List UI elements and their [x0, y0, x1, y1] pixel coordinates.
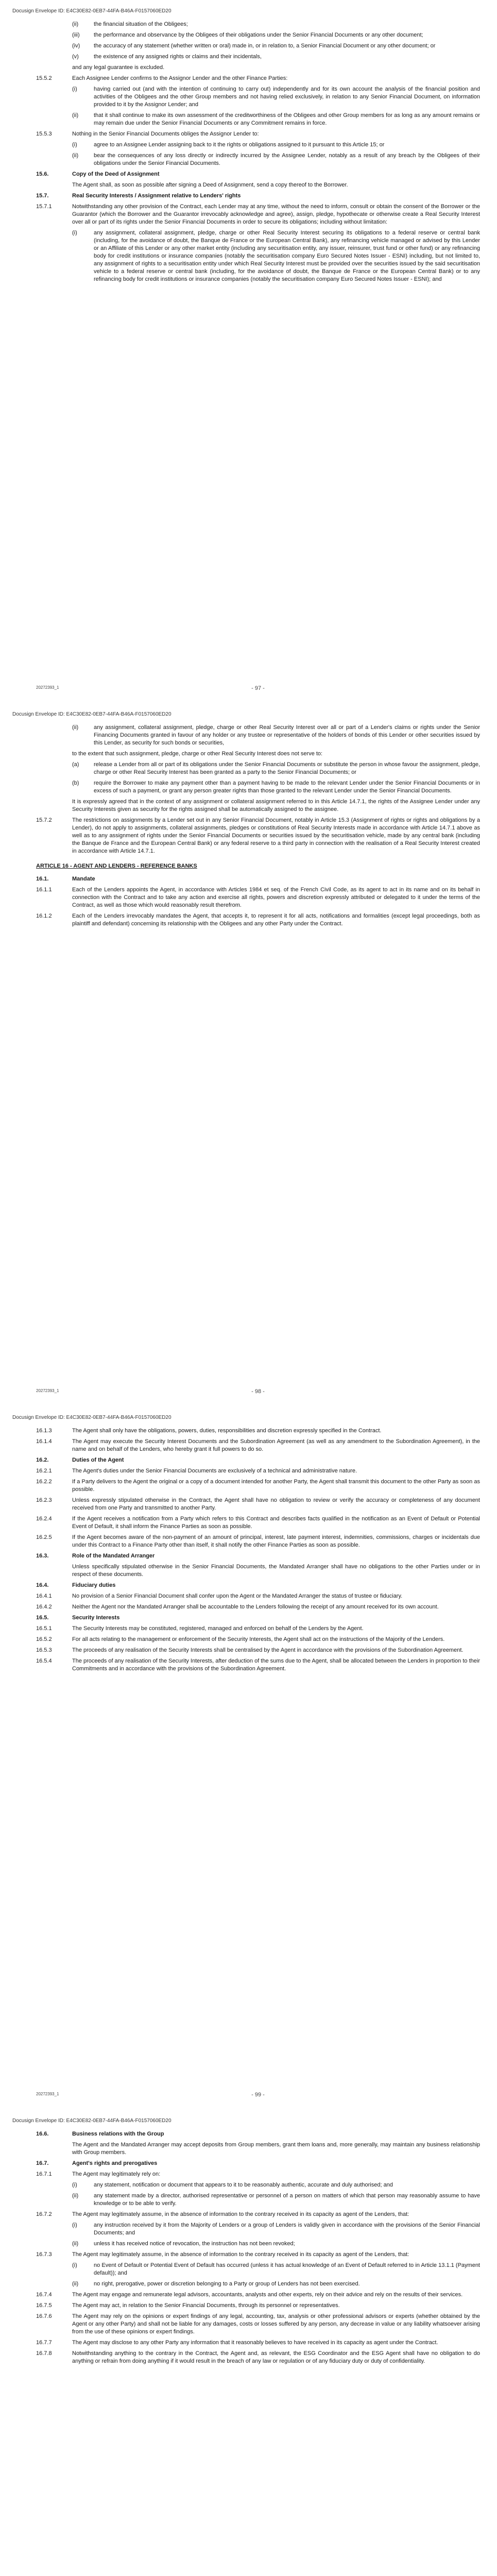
clause-text: the accuracy of any statement (whether written or oral) made in, or in relation to, a Senior Financial Document or any other document; or — [94, 43, 436, 49]
clause-number: 16.2. — [36, 1457, 49, 1463]
paragraph-text: The Agent and the Mandated Arranger may accept deposits from Group members, grant them loans and, more generally, may maintain any business relationship with Group members. — [72, 2142, 480, 2156]
clause-text: any statement made by a director, authorised representative or personnel of a person on matters of which that person may reasonably assume to have knowledge or to be able to verify. — [94, 2193, 480, 2207]
doc-reference: 20272393_1 — [36, 2092, 59, 2096]
list-item — [72, 2222, 480, 2237]
clause-text: Notwithstanding any other provision of the Contract, each Lender may at any time, without the need to inform, consult or obtain the consent of the Borrower or the Guarantor (which the Borrower and the Guarantor irrevocably acknowledge and agree), assign, pledge, hypothecate or otherwise create a Real Security Interest over all or part of its rights under the Senior Financial Documents in order to secure its obligations; including without limitation: — [72, 204, 480, 225]
clause-text: unless it has received notice of revocation, the instruction has not been revoked; — [94, 2241, 295, 2247]
section-heading — [36, 1552, 480, 1560]
envelope-id: Docusign Envelope ID: E4C30E82-0EB7-44FA-B46A-F0157060ED20 — [12, 2118, 172, 2124]
section-title: Copy of the Deed of Assignment — [72, 171, 160, 177]
clause — [36, 1427, 480, 1435]
section-title: Mandate — [72, 876, 95, 882]
clause-number: 16.7.5 — [36, 2302, 52, 2309]
clause — [36, 817, 480, 855]
clause — [36, 1497, 480, 1512]
list-marker: (ii) — [72, 2193, 79, 2199]
clause-text: Nothing in the Senior Financial Documents obliges the Assignor Lender to: — [72, 131, 259, 137]
clause-text: Neither the Agent nor the Mandated Arranger shall be accountable to the Lenders following the receipt of any amount received for its own account. — [72, 1604, 439, 1610]
list-marker: (ii) — [72, 724, 79, 731]
clause-text: The proceeds of any realisation of the Security Interests, after deduction of the sums due to the Agent, shall be allocated between the Lenders in proportion to their Commitments and in accordance with the provisions of the Subordination Agreement. — [72, 1658, 480, 1672]
clause-number: 15.5.3 — [36, 131, 52, 137]
clause-number: 16.5.2 — [36, 1636, 52, 1642]
paragraph-text: and any legal guarantee is excluded. — [72, 64, 165, 71]
clause-text: no right, prerogative, power or discretion belonging to a Party or group of Lenders has not been exercised. — [94, 2281, 360, 2287]
clause — [36, 1603, 480, 1611]
section-heading — [36, 1582, 480, 1589]
clause-number: 15.7.2 — [36, 817, 52, 823]
clause-text: Notwithstanding anything to the contrary in the Contract, the Agent and, as relevant, the ESG Coordinator and the ESG Agent shall have no obligation to do anything or refrain from doing anything if it would result in the breach of any law or regulation or of any fiduciary duty or duty of confidentiality. — [72, 2350, 480, 2364]
clause-number: 16.2.4 — [36, 1516, 52, 1522]
clause-text: The proceeds of any realisation of the Security Interests shall be centralised by the Agent in accordance with the provisions of the Subordination Agreement. — [72, 1647, 464, 1653]
page-separator — [0, 2106, 497, 2110]
section-heading — [36, 1456, 480, 1464]
paragraph — [72, 2141, 480, 2157]
clause-number: 16.7.3 — [36, 2251, 52, 2258]
list-marker: (i) — [72, 2182, 77, 2188]
list-marker: (i) — [72, 142, 77, 148]
article-heading: ARTICLE 16 - AGENT AND LENDERS - REFERENCE BANKS — [36, 863, 197, 869]
clause-number: 16.7.1 — [36, 2171, 52, 2177]
list-item — [72, 152, 480, 167]
list-marker: (i) — [72, 2262, 77, 2268]
clause-number: 16.4.1 — [36, 1593, 52, 1599]
clause-text: Each Assignee Lender confirms to the Assignor Lender and the other Finance Parties: — [72, 75, 288, 81]
paragraph-text: Unless specifically stipulated otherwise in the Senior Financial Documents, the Mandated Arranger shall have no obligations to the other Parties under or in respect of these documents. — [72, 1564, 480, 1578]
clause-text: The Agent may legitimately assume, in the absence of information to the contrary received in its capacity as agent of the Lenders, that: — [72, 2211, 409, 2217]
clause-text: The restrictions on assignments by a Lender set out in any Senior Financial Document, notably in Article 15.3 (Assignment of rights or rights and obligations by a Lender), do not apply to assignments, collateral assignments, pledges or constitutions of Real Security Interests made in accordance with Article 14.7.1 above as well as to any assignment of rights under the Senior Financial Documents or securities issued by the securitisation vehicle, made by any central bank (including the Banque de France and the European Central Bank) or any federal reserve to a third party in connection with the realisation of a Real Security Interest created in accordance with Article 14.7.1. — [72, 817, 480, 854]
clause-text: having carried out (and with the intention of continuing to carry out) independently and for its own account the analysis of the financial position and activities of the Obligees and the other Group members and not having relied exclusively, in relation to any Senior Financial Document, on information provided to it by the Assignor Lender; and — [94, 86, 480, 108]
clause-text: The Agent may rely on the opinions or expert findings of any legal, accounting, tax, analysis or other professional advisors or experts (whether obtained by the Agent or any other Party) and shall not be liable for any damages, costs or losses suffered by any person, any decrease in value or any liability whatsoever arising from the use of these opinions or expert findings. — [72, 2313, 480, 2335]
clause-number: 16.7.2 — [36, 2211, 52, 2217]
list-item — [72, 31, 480, 39]
clause — [36, 2302, 480, 2310]
clause — [36, 75, 480, 82]
document-page — [0, 0, 497, 700]
clause-number: 16.1.3 — [36, 1428, 52, 1434]
clause-text: release a Lender from all or part of its obligations under the Senior Financial Documents or substitute the person in whose favour the assignment, pledge, charge or other Real Security Interest has been granted as a party to the Senior Financial Documents; or — [94, 761, 480, 775]
section-title: Duties of the Agent — [72, 1457, 124, 1463]
section-heading — [36, 875, 480, 883]
section-title: Business relations with the Group — [72, 2131, 164, 2137]
clause — [36, 2171, 480, 2178]
list-item — [72, 724, 480, 747]
list-item — [72, 112, 480, 127]
clause — [36, 1625, 480, 1633]
list-item — [72, 2181, 480, 2189]
section-title: Fiduciary duties — [72, 1582, 116, 1588]
section-heading — [36, 171, 480, 178]
list-marker: (iv) — [72, 43, 80, 49]
clause-text: The Security Interests may be constituted, registered, managed and enforced on behalf of the Lenders by the Agent. — [72, 1625, 364, 1632]
page-number: - 98 - — [251, 1388, 265, 1395]
envelope-id: Docusign Envelope ID: E4C30E82-0EB7-44FA-B46A-F0157060ED20 — [12, 711, 172, 717]
clause-text: any instruction received by it from the Majority of Lenders or a group of Lenders is validly given in accordance with the provisions of the Senior Financial Documents; and — [94, 2222, 480, 2236]
paragraph — [72, 1563, 480, 1579]
clause — [36, 1657, 480, 1673]
clause — [36, 912, 480, 928]
page-number: - 99 - — [251, 2092, 265, 2098]
clause-number: 16.2.1 — [36, 1468, 52, 1474]
clause-number: 16.2.2 — [36, 1479, 52, 1485]
page-separator — [0, 1403, 497, 1406]
page-content — [36, 724, 480, 931]
clause — [36, 1467, 480, 1475]
clause-text: any statement, notification or document that appears to it to be reasonably authentic, accurate and duly authorised; and — [94, 2182, 393, 2188]
clause-text: the existence of any assigned rights or claims and their incidentals, — [94, 54, 262, 60]
clause — [36, 2251, 480, 2259]
clause-text: If a Party delivers to the Agent the original or a copy of a document intended for another Party, the Agent shall transmit this document to the other Party as soon as possible. — [72, 1479, 480, 1493]
document-page — [0, 703, 497, 1403]
clause-number: 15.7. — [36, 193, 49, 199]
clause-text: If the Agent receives a notification from a Party which refers to this Contract and describes facts qualified in the notification as an Event of Default or Potential Event of Default, it shall inform the Finance Parties as soon as possible. — [72, 1516, 480, 1530]
document-page — [0, 2110, 497, 2576]
list-marker: (i) — [72, 86, 77, 92]
list-item — [72, 42, 480, 50]
section-title: Role of the Mandated Arranger — [72, 1553, 155, 1559]
list-marker: (iii) — [72, 32, 80, 38]
clause — [36, 2339, 480, 2347]
document-page — [0, 1406, 497, 2106]
section-title: Real Security Interests / Assignment relative to Lenders' rights — [72, 193, 241, 199]
clause-number: 16.2.5 — [36, 1534, 52, 1540]
clause — [36, 2211, 480, 2218]
envelope-id: Docusign Envelope ID: E4C30E82-0EB7-44FA-B46A-F0157060ED20 — [12, 8, 172, 14]
list-marker: (v) — [72, 54, 79, 60]
clause-number: 16.7.4 — [36, 2292, 52, 2298]
clause-number: 16.1. — [36, 876, 49, 882]
clause-text: If the Agent becomes aware of the non-payment of an amount of principal, interest, late payment interest, indemnities, commissions, charges or incidentals due under this Contract to a Finance Party other than itself, it shall notify the other Finance Parties as soon as possible. — [72, 1534, 480, 1548]
envelope-id: Docusign Envelope ID: E4C30E82-0EB7-44FA-B46A-F0157060ED20 — [12, 1415, 172, 1420]
clause-text: No provision of a Senior Financial Document shall confer upon the Agent or the Mandated Arranger the status of trustee or fiduciary. — [72, 1593, 403, 1599]
list-marker: (a) — [72, 761, 79, 768]
list-marker: (ii) — [72, 152, 79, 159]
clause-number: 16.7. — [36, 2160, 49, 2166]
clause-text: The Agent may disclose to any other Party any information that it reasonably believes to have received in its capacity as agent under the Contract. — [72, 2340, 438, 2346]
list-item — [72, 21, 480, 28]
clause-number: 16.5.3 — [36, 1647, 52, 1653]
clause — [36, 1592, 480, 1600]
page-content — [36, 1427, 480, 1676]
section-heading — [36, 2160, 480, 2167]
clause-text: bear the consequences of any loss directly or indirectly incurred by the Assignee Lender, notably as a result of any breach by the Obligees of their obligations under the Senior Financial Documents. — [94, 152, 480, 166]
list-item — [72, 761, 480, 776]
paragraph — [72, 64, 480, 72]
clause-text: any assignment, collateral assignment, pledge, charge or other Real Security Interest over all or part of a Lender's claims or rights under the Senior Financing Documents granted in favour of any holder or any trustee or representative of the holders of bonds of this Lender or other securities issued by this Lender, as security for such bonds or securities, — [94, 724, 480, 746]
clause-number: 16.1.1 — [36, 887, 52, 893]
list-item — [72, 141, 480, 149]
clause-text: the financial situation of the Obligees; — [94, 21, 188, 27]
clause-number: 15.7.1 — [36, 204, 52, 210]
clause-text: no Event of Default or Potential Event of Default has occurred (unless it has actual knowledge of an Event of Default referred to in Article 13.1.1 (Payment default)); and — [94, 2262, 480, 2276]
clause-number: 16.7.6 — [36, 2313, 52, 2319]
clause — [36, 1636, 480, 1643]
clause — [36, 1438, 480, 1453]
list-item — [72, 2280, 480, 2288]
clause-text: The Agent may legitimately assume, in the absence of information to the contrary received in its capacity as agent of the Lenders, that: — [72, 2251, 409, 2258]
paragraph-text: to the extent that such assignment, pledge, charge or other Real Security Interest does not serve to: — [72, 751, 323, 757]
page-separator — [0, 700, 497, 703]
doc-reference: 20272393_1 — [36, 1388, 59, 1393]
list-item — [72, 229, 480, 283]
clause-number: 16.4. — [36, 1582, 49, 1588]
clause-text: The Agent may engage and remunerate legal advisors, accountants, analysts and other experts, rely on their advice and rely on the results of their services. — [72, 2292, 463, 2298]
clause — [36, 1534, 480, 1549]
clause-number: 16.6. — [36, 2131, 49, 2137]
clause — [36, 1478, 480, 1494]
page-content — [36, 21, 480, 286]
clause — [36, 130, 480, 138]
list-item — [72, 86, 480, 109]
clause-text: The Agent may act, in relation to the Senior Financial Documents, through its personnel or representatives. — [72, 2302, 340, 2309]
clause-number: 15.5.2 — [36, 75, 52, 81]
clause-text: The Agent shall only have the obligations, powers, duties, responsibilities and discretion expressly specified in the Contract. — [72, 1428, 382, 1434]
clause-number: 16.5. — [36, 1615, 49, 1621]
list-item — [72, 2240, 480, 2248]
section-heading — [36, 1614, 480, 1622]
clause-text: agree to an Assignee Lender assigning back to it the rights or obligations assigned to it pursuant to this Article 15; or — [94, 142, 385, 148]
list-marker: (i) — [72, 230, 77, 236]
list-item — [72, 53, 480, 61]
paragraph — [72, 750, 480, 758]
clause-number: 16.1.4 — [36, 1438, 52, 1445]
clause — [36, 203, 480, 226]
clause-number: 16.2.3 — [36, 1497, 52, 1503]
clause-number: 15.6. — [36, 171, 49, 177]
clause-text: the performance and observance by the Obligees of their obligations under the Senior Financial Documents or any other document; — [94, 32, 423, 38]
clause-number: 16.1.2 — [36, 913, 52, 919]
clause-text: Each of the Lenders appoints the Agent, in accordance with Articles 1984 et seq. of the French Civil Code, as its agent to act in its name and on its behalf in connection with the Contract and to take any action and exercise all rights, powers and discretion expressly attributed or delegated to it under the terms of the Contract, as well as those which would reasonably result therefrom. — [72, 887, 480, 908]
list-marker: (ii) — [72, 112, 79, 118]
list-marker: (b) — [72, 780, 79, 786]
clause-number: 16.4.2 — [36, 1604, 52, 1610]
paragraph-text: The Agent shall, as soon as possible after signing a Deed of Assignment, send a copy thereof to the Borrower. — [72, 182, 348, 188]
clause-number: 16.7.7 — [36, 2340, 52, 2346]
clause-text: For all acts relating to the management or enforcement of the Security Interests, the Agent shall act on the instructions of the Majority of the Lenders. — [72, 1636, 445, 1642]
clause-text: any assignment, collateral assignment, pledge, charge or other Real Security Interest securing its obligations to a federal reserve or central bank (including, for the avoidance of doubt, the Banque de France or the European Central Bank), any refinancing vehicle managed or advised by this Lender or an Affiliate of this Lender or any other market entity (including any securitisation entity, any issuer, reinsurer, trust fund or other fund) or any refinancing body for credit institutions or insurance companies (notably the securitisation company Euro Secured Notes Issuer - ESNI) including, but not limited to, any assignment of rights to a securitisation entity under which Real Security Interest must be provided over the securities issued by the said securitisation vehicle to a federal reserve or central bank (including, for the avoidance of doubt, the Banque de France or the European Central Bank) or to any refinancing body for credit institutions or insurance companies (notably the securitisation company Euro Secured Notes Issuer - ESNI); and — [94, 230, 480, 282]
clause-number: 16.5.4 — [36, 1658, 52, 1664]
clause-number: 16.5.1 — [36, 1625, 52, 1632]
list-marker: (ii) — [72, 2241, 79, 2247]
clause — [36, 1647, 480, 1654]
list-marker: (ii) — [72, 21, 79, 27]
section-heading — [36, 192, 480, 200]
page-number: - 97 - — [251, 685, 265, 691]
clause-text: The Agent may legitimately rely on: — [72, 2171, 161, 2177]
list-item — [72, 2192, 480, 2208]
list-item — [72, 2262, 480, 2277]
section-title: Security Interests — [72, 1615, 120, 1621]
doc-reference: 20272393_1 — [36, 685, 59, 690]
clause — [36, 1515, 480, 1531]
clause-text: Each of the Lenders irrevocably mandates the Agent, that accepts it, to represent it for all acts, notifications and formalities (except legal proceedings, both as plaintiff and defendant) concerning its relationship with the Obligees and any other Party under the Contract. — [72, 913, 480, 927]
page-content — [36, 2130, 480, 2368]
clause-text: The Agent's duties under the Senior Financial Documents are exclusively of a technical and administrative nature. — [72, 1468, 357, 1474]
clause-text: Unless expressly stipulated otherwise in the Contract, the Agent shall have no obligation to review or verify the accuracy or completeness of any document received from one Party and transmitted to another Party. — [72, 1497, 480, 1511]
paragraph — [72, 798, 480, 814]
clause — [36, 886, 480, 909]
clause-text: require the Borrower to make any payment other than a payment having to be made to the relevant Lender under the Senior Financial Documents or in excess of such a payment, or grant any person greater rights than those granted to the relevant Lender under the Senior Financial Documents. — [94, 780, 480, 794]
paragraph — [72, 181, 480, 189]
section-heading — [36, 2130, 480, 2138]
list-marker: (i) — [72, 2222, 77, 2228]
clause-text: that it shall continue to make its own assessment of the creditworthiness of the Obligees and other Group members for as long as any amount remains or may remain due under the Senior Financial Documents or any Commitment remains in force. — [94, 112, 480, 126]
clause — [36, 2313, 480, 2336]
clause — [36, 2350, 480, 2365]
paragraph-text: It is expressly agreed that in the context of any assignment or collateral assignment referred to in this Article 14.7.1, the rights of the Assignee Lender under any Security Interests given as security for the rights assigned shall be automatically assigned to the assignee. — [72, 799, 480, 812]
clause-number: 16.7.8 — [36, 2350, 52, 2357]
list-item — [72, 779, 480, 795]
clause — [36, 2291, 480, 2299]
list-marker: (ii) — [72, 2281, 79, 2287]
clause-text: The Agent may execute the Security Interest Documents and the Subordination Agreement (as well as any amendment to the Subordination Agreement), in the name and on behalf of the Lenders, who hereby grant it full powers to do so. — [72, 1438, 480, 1452]
clause-number: 16.3. — [36, 1553, 49, 1559]
section-title: Agent's rights and prerogatives — [72, 2160, 158, 2166]
